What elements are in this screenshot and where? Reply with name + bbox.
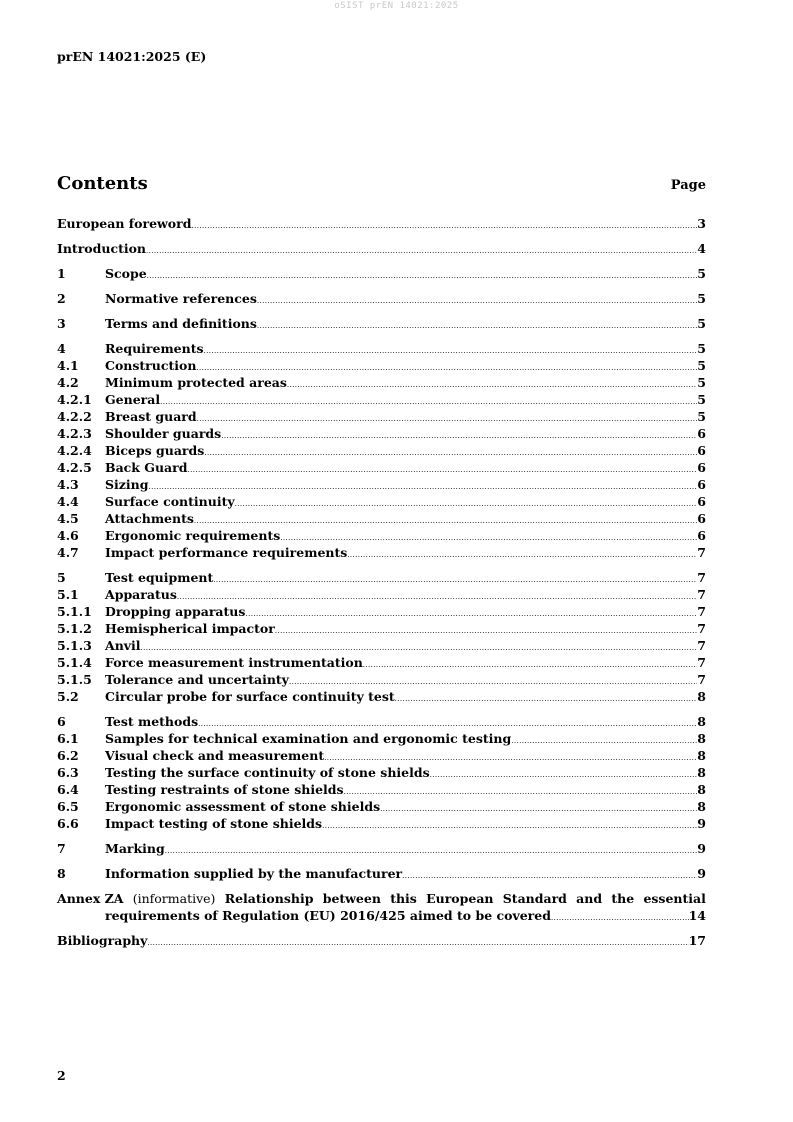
toc-page-number: 3 [697,216,706,231]
toc-entry-number: 6.6 [57,816,79,831]
toc-entry[interactable] [57,544,706,561]
toc-entry[interactable] [57,290,706,307]
toc-entry-number: 3 [57,316,66,331]
toc-page-number: 8 [697,748,706,763]
toc-entry[interactable] [57,442,706,459]
toc-entry[interactable] [57,688,706,705]
toc-page-number: 6 [697,511,706,526]
toc-page-number: 7 [697,587,706,602]
toc-entry-title: Surface continuity [105,494,235,509]
page-column-label: Page [670,178,706,193]
toc-entry-number: 8 [57,866,66,881]
toc-entry[interactable] [57,425,706,442]
toc-entry-title: Bibliography [57,933,148,948]
annex-title-line [57,890,706,907]
dot-leader [221,428,697,445]
dot-leader [146,243,697,260]
toc-entry-title: Normative references [105,291,257,306]
toc-group [57,340,706,561]
dot-leader [204,343,698,360]
toc-entry-number: 4.6 [57,528,79,543]
toc-entry-title: Attachments [105,511,194,526]
toc-entry-number: 5.1 [57,587,79,602]
toc-entry-title: Anvil [105,638,141,653]
toc-entry[interactable] [57,603,706,620]
toc-page-number: 7 [697,545,706,560]
toc-page-number: 7 [697,570,706,585]
dot-leader [402,868,697,885]
dot-leader [511,733,697,750]
toc-entry[interactable] [57,764,706,781]
toc-entry-title: Tolerance and uncertainty [105,672,289,687]
dot-leader [187,462,697,479]
toc-page-number: 8 [697,782,706,797]
toc-entry-title: Sizing [105,477,149,492]
toc-entry[interactable] [57,781,706,798]
dot-leader [160,394,697,411]
toc-page-number: 6 [697,494,706,509]
toc-entry[interactable] [57,620,706,637]
toc-entries [57,215,706,882]
toc-group [57,569,706,705]
toc-page-number: 5 [697,266,706,281]
toc-entry[interactable] [57,510,706,527]
contents-title: Contents [57,173,148,194]
toc-entry-number: 4.1 [57,358,79,373]
toc-entry-number: 4.7 [57,545,79,560]
toc-entry-title: Dropping apparatus [105,604,246,619]
toc-entry-title: Requirements [105,341,204,356]
table-of-contents [57,215,706,957]
annex-title-word: this [390,891,417,906]
document-id: prEN 14021:2025 (E) [57,49,207,64]
toc-group [57,215,706,232]
toc-page-number: 5 [697,375,706,390]
toc-entry-title: Circular probe for surface continuity test [105,689,395,704]
toc-entry-title: Ergonomic assessment of stone shields [105,799,381,814]
toc-page-number: 5 [697,409,706,424]
dot-leader [213,572,697,589]
toc-entry[interactable] [57,408,706,425]
annex-title-word: between [322,891,381,906]
toc-entry[interactable] [57,730,706,747]
watermark: oSIST prEN 14021:2025 [334,1,459,11]
toc-entry-number: 1 [57,266,66,281]
toc-entry[interactable] [57,240,706,257]
toc-page-number: 5 [697,358,706,373]
toc-entry-title: Testing the surface continuity of stone shields [105,765,430,780]
dot-leader [197,411,698,428]
annex-title-line2: requirements of Regulation (EU) 2016/425 aimed to be covered [105,908,551,923]
toc-entry-title: Minimum protected areas [105,375,287,390]
toc-entry-number: 4.2.3 [57,426,92,441]
toc-entry-number: 4.5 [57,511,79,526]
toc-group [57,840,706,857]
toc-entry [57,932,706,949]
toc-entry-title: Apparatus [105,587,177,602]
toc-entry[interactable] [57,637,706,654]
toc-entry-title: Impact performance requirements [105,545,348,560]
toc-page-number: 9 [697,816,706,831]
toc-entry[interactable] [57,654,706,671]
toc-entry-number: 6 [57,714,66,729]
toc-entry-number: 6.3 [57,765,79,780]
toc-group [57,713,706,832]
toc-entry-number: 5 [57,570,66,585]
dot-leader [395,691,698,708]
toc-page-number: 5 [697,291,706,306]
toc-entry-number: 4.2.4 [57,443,92,458]
toc-entry-title: Biceps guards [105,443,205,458]
toc-entry-title: Information supplied by the manufacturer [105,866,403,881]
toc-entry-number: 6.2 [57,748,79,763]
toc-entry[interactable] [57,340,706,357]
dot-leader [257,293,697,310]
toc-entry-title: European foreword [57,216,192,231]
toc-entry-number: 4.4 [57,494,79,509]
annex-title-word: Standard [502,891,567,906]
toc-entry[interactable] [57,586,706,603]
toc-entry[interactable] [57,527,706,544]
toc-entry-number: 5.1.5 [57,672,92,687]
dot-leader [257,318,697,335]
toc-entry-number: 4.2.5 [57,460,92,475]
toc-entry[interactable] [57,265,706,282]
toc-entry-number: 4.3 [57,477,79,492]
annex-label: Annex ZA [57,891,124,906]
dot-leader [275,623,697,640]
toc-page-number: 17 [688,933,706,948]
toc-page-number: 8 [697,714,706,729]
toc-entry-number: 5.2 [57,689,79,704]
dot-leader [147,935,688,952]
toc-entry[interactable] [57,493,706,510]
toc-entry[interactable] [57,840,706,857]
toc-entry[interactable] [57,374,706,391]
toc-entry-number: 4.2.2 [57,409,92,424]
toc-entry-title: Breast guard [105,409,197,424]
toc-entry-number: 4.2.1 [57,392,92,407]
dot-leader [235,496,698,513]
toc-entry[interactable] [57,476,706,493]
toc-entry-title: Samples for technical examination and ergonomic testing [105,731,512,746]
toc-annex-entry[interactable] [57,890,706,924]
toc-page-number: 8 [697,765,706,780]
toc-entry-number: 5.1.2 [57,621,92,636]
toc-entry-title: Visual check and measurement [105,748,325,763]
toc-page-number: 4 [697,241,706,256]
annex-title-word: European [426,891,494,906]
toc-page-number: 6 [697,460,706,475]
annex-title-word: and [576,891,603,906]
dot-leader [363,657,698,674]
toc-page-number: 7 [697,604,706,619]
toc-entry-number: 6.4 [57,782,79,797]
annex-title-word: Relationship [224,891,314,906]
toc-entry[interactable] [57,569,706,586]
toc-entry-title: Back Guard [105,460,188,475]
toc-entry-title: General [105,392,161,407]
toc-entry-number: 7 [57,841,66,856]
toc-entry-title: Impact testing of stone shields [105,816,323,831]
toc-page-number: 8 [697,731,706,746]
dot-leader [551,910,689,927]
toc-page-number: 7 [697,672,706,687]
dot-leader [347,547,697,564]
toc-entry-number: 4 [57,341,66,356]
dot-leader [177,589,697,606]
dot-leader [430,767,698,784]
dot-leader [147,268,698,285]
annex-title-word: the [611,891,635,906]
toc-entry-title: Testing restraints of stone shields [105,782,344,797]
toc-entry-title: Marking [105,841,165,856]
toc-entry[interactable] [57,798,706,815]
toc-page-number: 14 [688,908,706,923]
toc-group [57,290,706,307]
toc-entry[interactable] [57,315,706,332]
toc-entry[interactable] [57,459,706,476]
toc-group [57,240,706,257]
toc-entry[interactable] [57,391,706,408]
toc-entry-title: Ergonomic requirements [105,528,281,543]
contents-heading-row [57,173,706,197]
toc-entry[interactable] [57,357,706,374]
annex-title-continuation [57,907,706,924]
toc-page-number: 6 [697,528,706,543]
toc-page-number: 7 [697,621,706,636]
toc-entry-title: Hemispherical impactor [105,621,275,636]
toc-page-number: 6 [697,443,706,458]
dot-leader [344,784,698,801]
toc-page-number: 7 [697,655,706,670]
page-number: 2 [57,1068,66,1083]
toc-entry[interactable] [57,865,706,882]
toc-entry[interactable] [57,713,706,730]
toc-entry-title: Test equipment [105,570,214,585]
toc-entry-title: Shoulder guards [105,426,222,441]
toc-entry-number: 2 [57,291,66,306]
toc-group [57,265,706,282]
dot-leader [204,445,697,462]
toc-page-number: 9 [697,866,706,881]
toc-entry-number: 6.1 [57,731,79,746]
toc-entry[interactable] [57,747,706,764]
toc-entry[interactable] [57,671,706,688]
dot-leader [191,218,697,235]
annex-qualifier: (informative) [132,891,216,906]
toc-entry-number: 5.1.1 [57,604,92,619]
toc-page-number: 8 [697,689,706,704]
toc-entry-title: Terms and definitions [105,316,257,331]
toc-entry-number: 5.1.3 [57,638,92,653]
toc-page-number: 6 [697,477,706,492]
toc-entry-title: Introduction [57,241,147,256]
toc-entry-number: 4.2 [57,375,79,390]
toc-entry-number: 6.5 [57,799,79,814]
toc-page-number: 5 [697,316,706,331]
toc-page-number: 8 [697,799,706,814]
dot-leader [165,843,698,860]
toc-page-number: 6 [697,426,706,441]
toc-page-number: 5 [697,341,706,356]
toc-entry-title: Force measurement instrumentation [105,655,363,670]
annex-title-word: essential [643,891,706,906]
dot-leader [380,801,697,818]
dot-leader [245,606,697,623]
toc-entry-title: Scope [105,266,147,281]
toc-page-number: 5 [697,392,706,407]
toc-page-number: 7 [697,638,706,653]
toc-entry[interactable] [57,215,706,232]
toc-bibliography-entry[interactable] [57,932,706,949]
toc-page-number: 9 [697,841,706,856]
toc-entry-title: Test methods [105,714,199,729]
toc-entry[interactable] [57,815,706,832]
toc-entry-title: Construction [105,358,197,373]
toc-group [57,315,706,332]
dot-leader [287,377,697,394]
toc-entry-number: 5.1.4 [57,655,92,670]
toc-group [57,865,706,882]
dot-leader [322,818,697,835]
